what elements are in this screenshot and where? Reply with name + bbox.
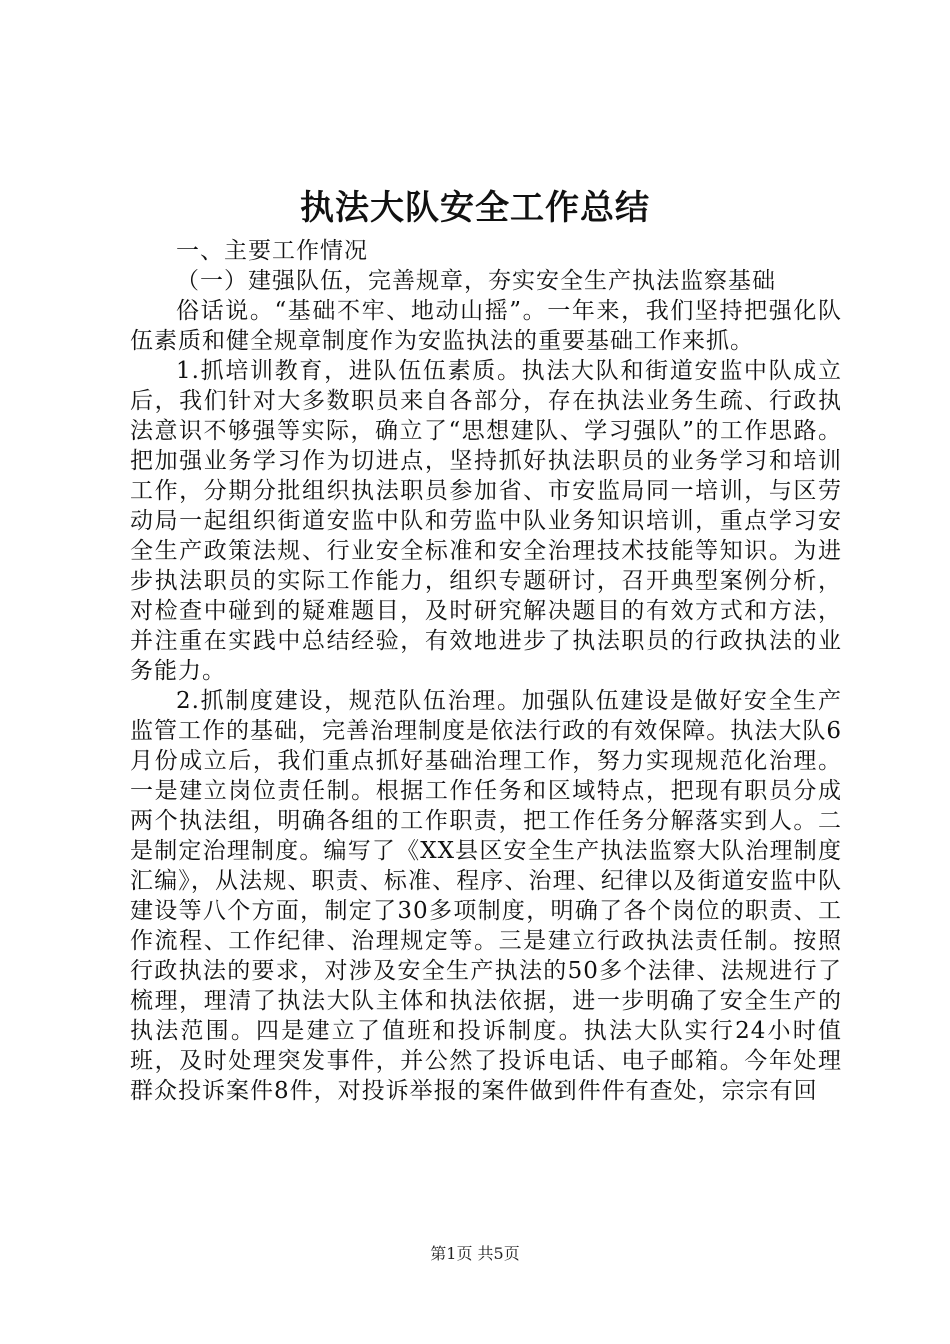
page-footer: 第1页 共5页 — [430, 1244, 520, 1263]
document-title: 执法大队安全工作总结 — [300, 188, 650, 228]
body-paragraph: 俗话说。“基础不牢、地动山摇”。一年来，我们坚持把强化队伍素质和健全规章制度作为安监执法的重要基础工作来抓。 — [130, 298, 842, 354]
subsection-heading: （一）建强队伍，完善规章，夯实安全生产执法监察基础 — [176, 268, 776, 294]
body-paragraph: 1.抓培训教育，进队伍伍素质。执法大队和街道安监中队成立后，我们针对大多数职员来自各部分，存在执法业务生疏、行政执法意识不够强等实际，确立了“思想建队、学习强队”的工作思路。把加强业务学习作为切进点，坚持抓好执法职员的业务学习和培训工作，分期分批组织执法职员参加省、市安监局同一培训，与区劳动局一起组织街道安监中队和劳监中队业务知识培训，重点学习安全生产政策法规、行业安全标准和安全治理技术技能等知识。为进步执法职员的实际工作能力，组织专题研讨，召开典型案例分析，对检查中碰到的疑难题目，及时研究解决题目的有效方式和方法，并注重在实践中总结经验，有效地进步了执法职员的行政执法的业务能力。 — [130, 358, 842, 684]
body-paragraph: 2.抓制度建设，规范队伍治理。加强队伍建设是做好安全生产监管工作的基础，完善治理制度是依法行政的有效保障。执法大队6月份成立后，我们重点抓好基础治理工作，努力实现规范化治理。一是建立岗位责任制。根据工作任务和区域特点，把现有职员分成两个执法组，明确各组的工作职责，把工作任务分解落实到人。二是制定治理制度。编写了《XX县区安全生产执法监察大队治理制度汇编》，从法规、职责、标准、程序、治理、纪律以及街道安监中队建设等八个方面，制定了30多项制度，明确了各个岗位的职责、工作流程、工作纪律、治理规定等。三是建立行政执法责任制。按照行政执法的要求，对涉及安全生产执法的50多个法律、法规进行了梳理，理清了执法大队主体和执法依据，进一步明确了安全生产的执法范围。四是建立了值班和投诉制度。执法大队实行24小时值班，及时处理突发事件，并公然了投诉电话、电子邮箱。今年处理群众投诉案件8件，对投诉举报的案件做到件件有查处，宗宗有回 — [130, 688, 842, 1104]
document-body — [130, 236, 842, 1106]
section-heading: 一、主要工作情况 — [176, 238, 368, 264]
